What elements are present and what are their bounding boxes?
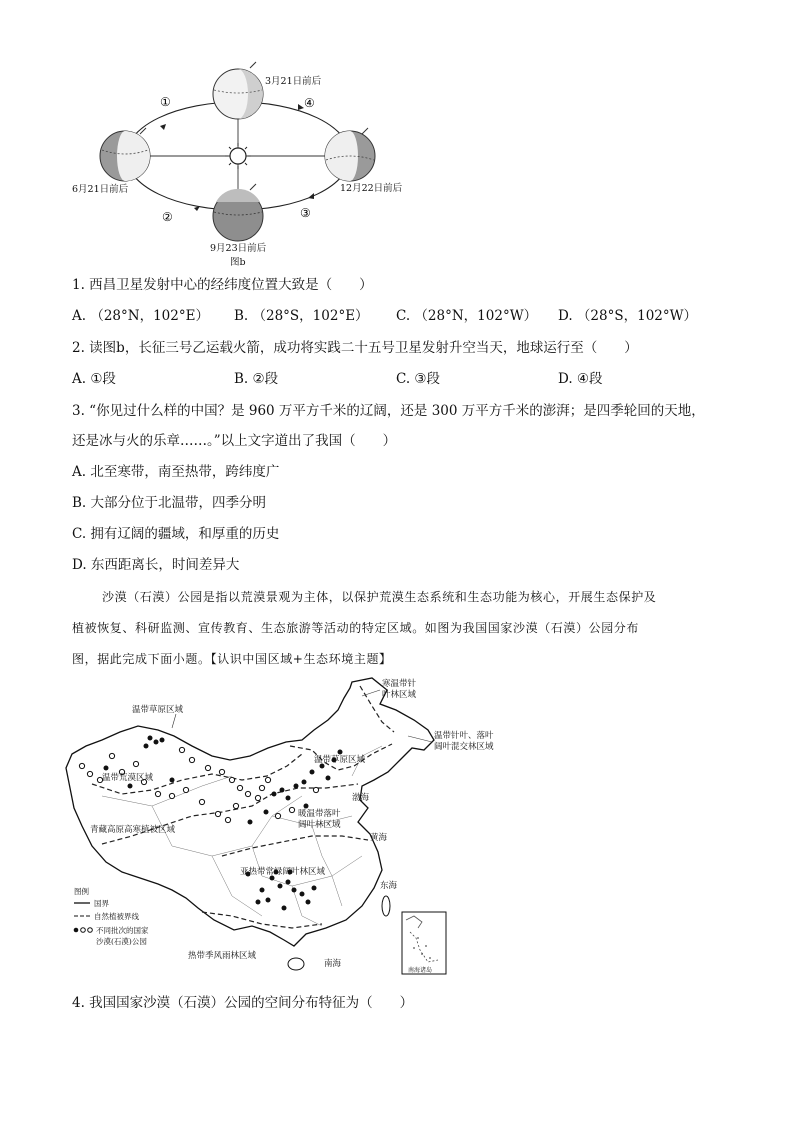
question-2-option-b[interactable]: B. ②段 <box>234 371 279 387</box>
question-1-option-d[interactable]: D. （28°S，102°W） <box>558 308 697 324</box>
south-china-sea-inset <box>402 912 446 974</box>
earth-june-icon <box>100 128 150 181</box>
sea-south: 南海 <box>324 959 342 969</box>
label-december: 12月22日前后 <box>340 183 403 194</box>
region-cold-temperate-line2: 叶林区域 <box>382 690 417 700</box>
label-september: 9月23日前后 <box>210 243 267 254</box>
segment-3-label: ③ <box>300 206 311 220</box>
legend-parks-line1: 不同批次的国家 <box>96 926 149 935</box>
region-temperate-desert: 温带荒漠区域 <box>102 773 154 783</box>
passage-line-3: 图，据此完成下面小题。【认识中国区域+生态环境主题】 <box>72 652 392 666</box>
region-temperate-mixed-line1: 温带针叶、落叶 <box>434 731 494 741</box>
passage-line-1: 沙漠（石漠）公园是指以荒漠景观为主体，以保护荒漠生态系统和生态功能为核心，开展生态保护及 <box>102 590 657 604</box>
region-qinghai-tibet: 青藏高原高寒植被区域 <box>90 825 176 835</box>
sea-yellow: 黄海 <box>370 833 388 843</box>
question-3-option-a[interactable]: A. 北至寒带，南至热带，跨纬度广 <box>72 464 280 480</box>
question-2-option-c[interactable]: C. ③段 <box>396 371 441 387</box>
question-1-option-a[interactable]: A. （28°N，102°E） <box>72 308 209 324</box>
orbit-arrow-1 <box>160 124 166 130</box>
earth-march-icon <box>213 62 263 119</box>
earth-december-icon <box>325 128 375 181</box>
taiwan-island <box>382 896 390 916</box>
question-3-stem-line1: 3. “你见过什么样的中国？是 960 万平方千米的辽阔，还是 300 万平方千米的澎湃；是四季轮回的天地， <box>72 403 705 419</box>
sea-bohai: 渤海 <box>352 793 370 803</box>
segment-2-label: ② <box>162 210 173 224</box>
question-3-option-d[interactable]: D. 东西距离长，时间差异大 <box>72 557 240 573</box>
legend-veg-boundary: 自然植被界线 <box>94 912 139 921</box>
region-subtropical: 亚热带常绿阔叶林区域 <box>240 867 326 877</box>
national-border <box>66 678 434 946</box>
region-tropical: 热带季风雨林区域 <box>188 951 257 961</box>
region-cold-temperate-line1: 寒温带针 <box>382 679 417 689</box>
sea-east: 东海 <box>380 881 398 891</box>
earth-september-icon <box>213 184 263 241</box>
map-legend <box>74 886 149 946</box>
label-march: 3月21日前后 <box>265 76 322 87</box>
region-warm-temperate-line2: 阔叶林区域 <box>298 820 341 830</box>
question-2-option-d[interactable]: D. ④段 <box>558 371 603 387</box>
hainan-island <box>288 958 304 970</box>
legend-parks-line2: 沙漠(石漠)公园 <box>96 937 147 946</box>
orbit-arrow-3 <box>308 193 314 199</box>
segment-1-label: ① <box>160 95 171 109</box>
legend-border: 国界 <box>94 899 109 908</box>
question-3-option-c[interactable]: C. 拥有辽阔的疆域，和厚重的历史 <box>72 526 280 542</box>
question-1-stem: 1. 西昌卫星发射中心的经纬度位置大致是（ ） <box>72 277 373 293</box>
question-2-option-a[interactable]: A. ①段 <box>72 371 116 387</box>
inset-label: 南海诸岛 <box>408 967 433 974</box>
region-temperate-grassland-nw: 温带草原区域 <box>132 705 184 715</box>
region-warm-temperate-line1: 暖温带落叶 <box>298 809 341 819</box>
label-june: 6月21日前后 <box>72 184 129 195</box>
question-1-option-b[interactable]: B. （28°S，102°E） <box>234 308 369 324</box>
region-temperate-mixed-line2: 阔叶混交林区域 <box>434 742 494 752</box>
legend-title: 图例 <box>74 887 89 896</box>
question-3-stem-line2: 还是冰与火的乐章……。”以上文字道出了我国（ ） <box>72 433 397 449</box>
china-desert-parks-map <box>62 676 522 982</box>
segment-4-label: ④ <box>304 96 315 110</box>
question-1-option-c[interactable]: C. （28°N，102°W） <box>396 308 538 324</box>
figure-caption: 图b <box>230 257 246 268</box>
question-4-stem: 4. 我国国家沙漠（石漠）公园的空间分布特征为（ ） <box>72 995 414 1011</box>
question-2-stem: 2. 读图b，长征三号乙运载火箭，成功将实践二十五号卫星发射升空当天，地球运行至（ ） <box>72 340 638 356</box>
passage-line-2: 植被恢复、科研监测、宣传教育、生态旅游等活动的特定区域。如图为我国国家沙漠（石漠）公园分布 <box>72 621 640 635</box>
region-temperate-grassland: 温带草原区域 <box>314 755 366 765</box>
earth-orbit-figure <box>72 60 430 270</box>
question-3-option-b[interactable]: B. 大部分位于北温带，四季分明 <box>72 495 267 511</box>
